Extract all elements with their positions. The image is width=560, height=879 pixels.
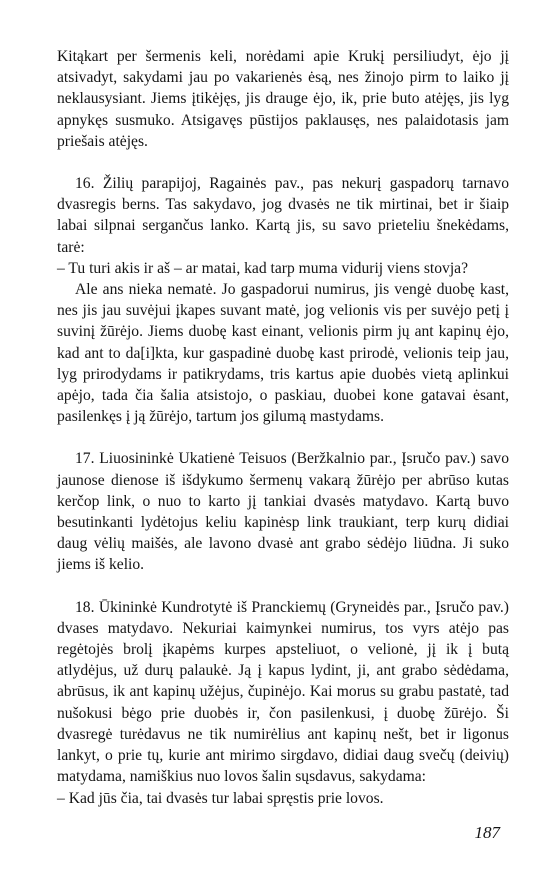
page-text-column [57, 46, 509, 809]
paragraph-18-dialogue: – Kad jūs čia, tai dvasės tur labai spręstis prie lovos. [57, 789, 384, 807]
paragraph-16-dialogue: – Tu turi akis ir aš – ar matai, kad tarp muma vidurij viens stovja? [57, 259, 469, 277]
page-number: 187 [474, 823, 500, 842]
section-gap [57, 152, 509, 173]
paragraph-16-continued: Ale ans nieka nematė. Jo gaspadorui numirus, jis vengė duobę kast, nes jis jau suvėjui įkapes suvant matė, jog velionis vis per suvėjo petį į suvinį žūrėjo. Jiems duobę kast einant, velionis pirm jų ant kapinų ėjo, kad ant to da[i]kta, kur gaspadinė duobę kast prirodė, velionis teip jau, lyg prirodydams ir patikrydams, tris kartus apie duobės vietą aplinkui apėjo, tada čia šalia atsistojo, o paskiau, duobei kone gatavai ėsant, pasilenkęs į ją žūrėjo, tartum jos gilumą mastydams. [57, 281, 509, 426]
paragraph-18: 18. Ūkininkė Kundrotytė iš Pranckiemų (Gryneidės par., Įsručo pav.) dvases matydavo. Nekuriai kaimynkei numirus, tos vyrs atėjo pas regėtojės brolį įkapėms kurpes apsteliuot, o velionė, jį ik į butą atlydėjus, už durų palaukė. Ją į kapus lydint, ji, ant grabo sėdėdama, abrūsus, ik ant kapinų užėjus, čupinėjo. Kai morus su grabu pastatė, tad nušokusi bėgo prie duobės ir, čon pasilenkusi, į duobę žūrėjo. Ši dvasregė turėdavus ne tik numirėlius ant kapinų nešt, bet ir ligonus lankyt, o prie tų, kurie ant mirimo sirgdavo, didiai daug svečų (deivių) matydama, namiškius nuo lovos šalin sųsdavus, sakydama: [57, 598, 509, 786]
paragraph-16: 16. Žilių parapijoj, Ragainės pav., pas nekurį gaspadorų tarnavo dvasregis berns. Tas sakydavo, jog dvasės ne tik mirtinai, bet ir šiaip labai silpnai sergančus lanko. Kartą jis, su savo prieteliu šnekėdams, tarė: [57, 175, 509, 256]
paragraph-kitakart: Kitąkart per šermenis keli, norėdami apie Krukį persiliudyt, ėjo jį atsivadyt, sakydami jau po vakarienės ėsą, nes žinojo pirm to laiko jį neklausysiant. Jiems įtikėjęs, jis drauge ėjo, ik, prie buto atėjęs, jis lyg apnykęs susmuko. Atsigavęs pūstijos paklausęs, nes palaidotasis jam priešais atėjęs. [57, 48, 509, 150]
section-gap [57, 576, 509, 597]
section-gap [57, 427, 509, 448]
paragraph-17: 17. Liuosininkė Ukatienė Teisuos (Beržkalnio par., Įsručo pav.) savo jaunose dienose iš išdykumo šermenų vakarą žūrėjo per abrūso kutas kerčop link, o nuo to karto jį tankiai dvasės matydavo. Kartą buvo besutinkanti lydėtojus keliu kapinėsp link traukiant, terp kurų didiai daug vėlių maišės, ale lavono dvasė ant grabo sėdėjo liūdna. Ji suko jiems iš kelio. [57, 450, 509, 574]
